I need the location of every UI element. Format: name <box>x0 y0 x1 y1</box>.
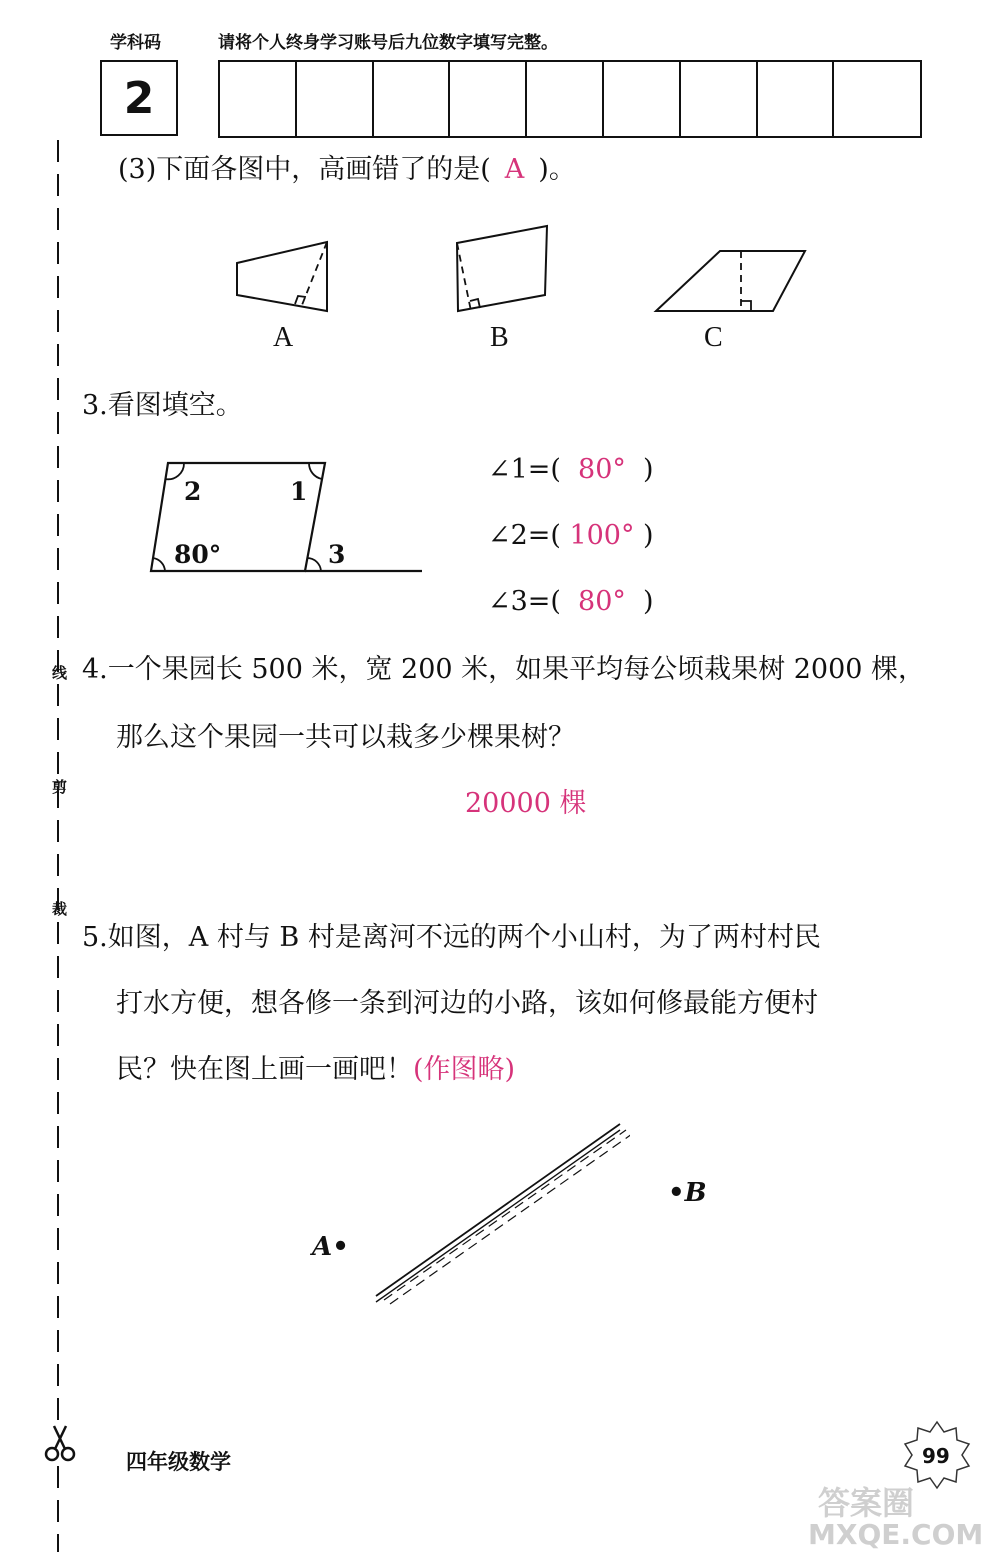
digit-box[interactable] <box>527 62 604 136</box>
q3-title: 3.看图填空。 <box>82 390 243 421</box>
river-figure <box>370 1118 630 1308</box>
side-label-line: 线 <box>52 664 68 682</box>
digit-box[interactable] <box>758 62 835 136</box>
side-label-trim: 裁 <box>52 900 68 918</box>
figure-label-c: C <box>704 322 723 353</box>
angle-2-label: 2 <box>184 477 202 506</box>
q4-line-2: 那么这个果园一共可以栽多少棵果树？ <box>116 722 575 753</box>
angle-2-text: ∠2=( <box>488 520 561 551</box>
angle-2-close: ) <box>642 520 654 551</box>
angle-1-label: 1 <box>290 477 308 506</box>
q3-3-answer: A <box>504 154 525 185</box>
figure-a <box>237 242 327 311</box>
digit-box[interactable] <box>834 62 911 136</box>
side-label-cut: 剪 <box>52 778 68 796</box>
digit-box[interactable] <box>681 62 758 136</box>
q4-answer: 20000 棵 <box>465 788 587 819</box>
angle-1-text: ∠1=( <box>488 454 561 485</box>
q3-3-text: (3)下面各图中，高画错了的是( <box>118 154 491 185</box>
footer-title: 四年级数学 <box>126 1450 231 1474</box>
angle-1-answer: 80° <box>578 454 626 485</box>
q5-line-2: 打水方便，想各修一条到河边的小路，该如何修最能方便村 <box>116 988 818 1019</box>
scissors-icon <box>40 1420 80 1464</box>
angle-2-answer: 100° <box>569 520 635 551</box>
q5-line-3: 民？快在图上画一画吧！ <box>116 1054 413 1085</box>
angle-1-row <box>488 456 654 483</box>
q4-line-1: 4.一个果园长 500 米，宽 200 米，如果平均每公顷栽果树 2000 棵， <box>82 654 926 685</box>
digit-box[interactable] <box>220 62 297 136</box>
subject-code-box: 2 <box>100 60 178 136</box>
village-b-label: B <box>684 1178 707 1208</box>
angle-3-close: ) <box>642 586 654 617</box>
digit-box[interactable] <box>297 62 374 136</box>
figure-label-b: B <box>490 322 509 353</box>
account-instruction: 请将个人终身学习账号后九位数字填写完整。 <box>218 33 558 53</box>
angle-1-close: ) <box>642 454 654 485</box>
digit-box[interactable] <box>604 62 681 136</box>
digit-box[interactable] <box>374 62 451 136</box>
angle-3-answer: 80° <box>578 586 626 617</box>
angle-given-label: 80° <box>174 540 222 569</box>
figure-b <box>457 226 547 311</box>
q3-3-line <box>118 156 576 183</box>
angle-2-row <box>488 522 654 549</box>
digit-box[interactable] <box>450 62 527 136</box>
village-b: •B <box>668 1178 707 1208</box>
angle-3-label: 3 <box>328 540 346 569</box>
watermark-logo: 答案圈 <box>818 1484 915 1522</box>
angle-3-row <box>488 588 654 615</box>
account-digit-boxes <box>218 60 922 138</box>
angle-3-text: ∠3=( <box>488 586 561 617</box>
height-figures <box>220 215 820 325</box>
q5-line-1: 5.如图，A 村与 B 村是离河不远的两个小山村，为了两村村民 <box>82 922 821 953</box>
q3-3-close: )。 <box>538 154 576 185</box>
cut-line <box>40 140 80 1552</box>
village-a: A• <box>312 1232 349 1262</box>
watermark-url: MXQE.COM <box>808 1518 984 1551</box>
figure-c <box>656 251 805 311</box>
q5-line-3-wrap <box>116 1056 515 1083</box>
subject-code-label: 学科码 <box>110 33 161 53</box>
figure-label-a: A <box>273 322 294 353</box>
page-number: 99 <box>922 1444 950 1468</box>
village-a-label: A <box>312 1232 333 1262</box>
q5-answer: (作图略) <box>413 1054 516 1085</box>
